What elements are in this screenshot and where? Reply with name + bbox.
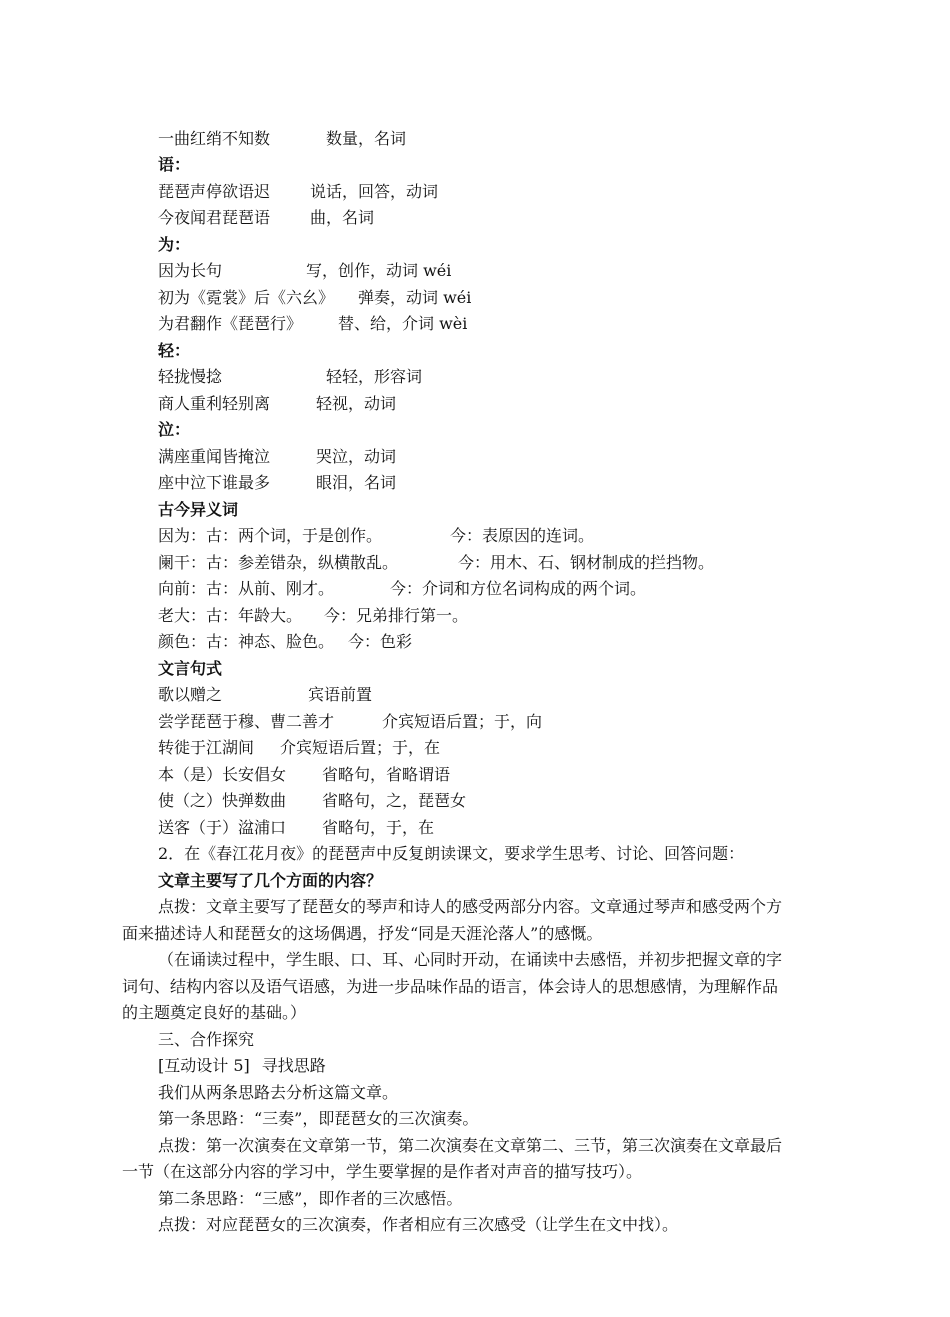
paragraph-line: 词句、结构内容以及语气语感，为进一步品味作品的语言，体会诗人的思想感情，为理解作品 <box>122 977 779 996</box>
entry-line: 向前：古：从前、刚才。 今：介词和方位名词构成的两个词。 <box>158 579 647 598</box>
section-heading: 为： <box>158 235 191 254</box>
design-line: [互动设计 5] 寻找思路 <box>158 1056 326 1075</box>
entry-line: 老大：古：年龄大。 今：兄弟排行第一。 <box>158 606 469 625</box>
section-heading: 轻： <box>158 341 191 360</box>
section-title: 三、合作探究 <box>158 1030 255 1049</box>
entry-line: 商人重利轻别离 轻视，动词 <box>158 394 397 413</box>
entry-line: 因为长句 写，创作，动词 wéi <box>158 261 452 280</box>
entry-line: 为君翻作《琵琶行》 替、给，介词 wèi <box>158 314 468 333</box>
entry-line: 满座重闻皆掩泣 哭泣，动词 <box>158 447 397 466</box>
paragraph-line: 一节（在这部分内容的学习中，学生要掌握的是作者对声音的描写技巧）。 <box>122 1162 643 1181</box>
paragraph-line: 第二条思路：“三感”，即作者的三次感悟。 <box>158 1189 463 1208</box>
entry-line: 使（之）快弹数曲 省略句，之，琵琶女 <box>158 791 467 810</box>
entry-line: 因为：古：两个词，于是创作。 今：表原因的连词。 <box>158 526 595 545</box>
paragraph-line: 面来描述诗人和琵琶女的这场偶遇，抒发“同是天涯沦落人”的感慨。 <box>122 924 603 943</box>
paragraph-line: 的主题奠定良好的基础。） <box>122 1003 307 1022</box>
entry-line: 初为《霓裳》后《六幺》 弹奏，动词 wéi <box>158 288 472 307</box>
entry-line: 歌以赠之 宾语前置 <box>158 685 373 704</box>
section-heading: 古今异义词 <box>158 500 239 519</box>
question-bold: 文章主要写了几个方面的内容？ <box>158 871 383 890</box>
entry-line: 送客（于）湓浦口 省略句，于，在 <box>158 818 435 837</box>
entry-line: 转徙于江湖间 介宾短语后置；于，在 <box>158 738 441 757</box>
section-heading: 文言句式 <box>158 659 223 678</box>
entry-line: 尝学琵琶于穆、曹二善才 介宾短语后置；于，向 <box>158 712 543 731</box>
paragraph-line: 我们从两条思路去分析这篇文章。 <box>158 1083 399 1102</box>
entry-line: 本（是）长安倡女 省略句，省略谓语 <box>158 765 451 784</box>
entry-line: 座中泣下谁最多 眼泪，名词 <box>158 473 397 492</box>
paragraph-line: （在诵读过程中，学生眼、口、耳、心同时开动，在诵读中去感悟，并初步把握文章的字 <box>158 950 783 969</box>
paragraph-line: 第一条思路：“三奏”，即琵琶女的三次演奏。 <box>158 1109 479 1128</box>
entry-line: 琵琶声停欲语迟 说话，回答，动词 <box>158 182 439 201</box>
entry-line: 颜色：古：神态、脸色。 今：色彩 <box>158 632 413 651</box>
entry-line: 今夜闻君琵琶语 曲，名词 <box>158 208 375 227</box>
section-heading: 泣： <box>158 420 191 439</box>
entry-line: 一曲红绡不知数 数量，名词 <box>158 129 407 148</box>
paragraph-line: 点拨：第一次演奏在文章第一节，第二次演奏在文章第二、三节，第三次演奏在文章最后 <box>158 1136 783 1155</box>
paragraph-line: 点拨：文章主要写了琵琶女的琴声和诗人的感受两部分内容。文章通过琴声和感受两个方 <box>158 897 783 916</box>
entry-line: 阑干：古：参差错杂，纵横散乱。 今：用木、石、钢材制成的拦挡物。 <box>158 553 715 572</box>
question-line: 2．在《春江花月夜》的琵琶声中反复朗读课文，要求学生思考、讨论、回答问题： <box>158 844 745 863</box>
entry-line: 轻拢慢捻 轻轻，形容词 <box>158 367 423 386</box>
section-heading: 语： <box>158 155 191 174</box>
paragraph-line: 点拨：对应琵琶女的三次演奏，作者相应有三次感受（让学生在文中找）。 <box>158 1215 679 1234</box>
